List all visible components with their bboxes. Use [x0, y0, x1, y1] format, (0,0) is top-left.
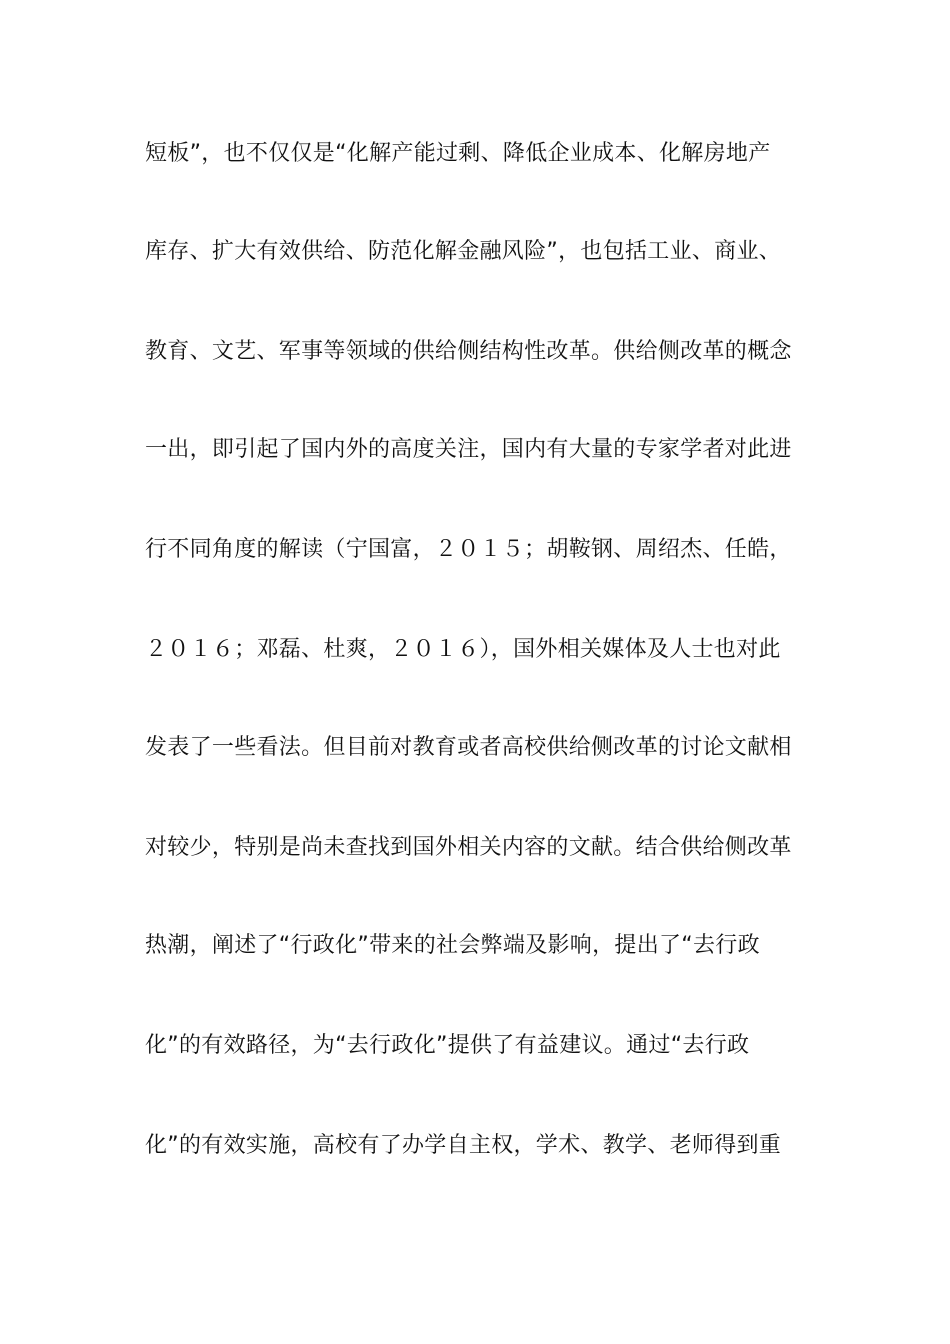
text-line-8: 对较少，特别是尚未查找到国外相关内容的文献。结合供给侧改革 [145, 835, 792, 860]
text-line-5: 行不同角度的解读（宁国富，２０１５；胡鞍钢、周绍杰、任皓， [145, 537, 792, 562]
text-line-3: 教育、文艺、军事等领域的供给侧结构性改革。供给侧改革的概念 [145, 339, 792, 364]
text-line-6: ２０１６；邓磊、杜爽，２０１６），国外相关媒体及人士也对此 [145, 637, 781, 662]
text-line-11: 化”的有效实施，高校有了办学自主权，学术、教学、老师得到重 [145, 1133, 782, 1158]
text-line-7: 发表了一些看法。但目前对教育或者高校供给侧改革的讨论文献相 [145, 735, 792, 760]
text-line-4: 一出，即引起了国内外的高度关注，国内有大量的专家学者对此进 [145, 437, 792, 462]
text-line-2: 库存、扩大有效供给、防范化解金融风险”，也包括工业、商业、 [145, 239, 782, 264]
text-line-10: 化”的有效路径，为“去行政化”提供了有益建议。通过“去行政 [145, 1033, 750, 1058]
text-line-1: 短板”，也不仅仅是“化解产能过剩、降低企业成本、化解房地产 [145, 141, 771, 166]
text-line-9: 热潮，阐述了“行政化”带来的社会弊端及影响，提出了“去行政 [145, 933, 760, 958]
